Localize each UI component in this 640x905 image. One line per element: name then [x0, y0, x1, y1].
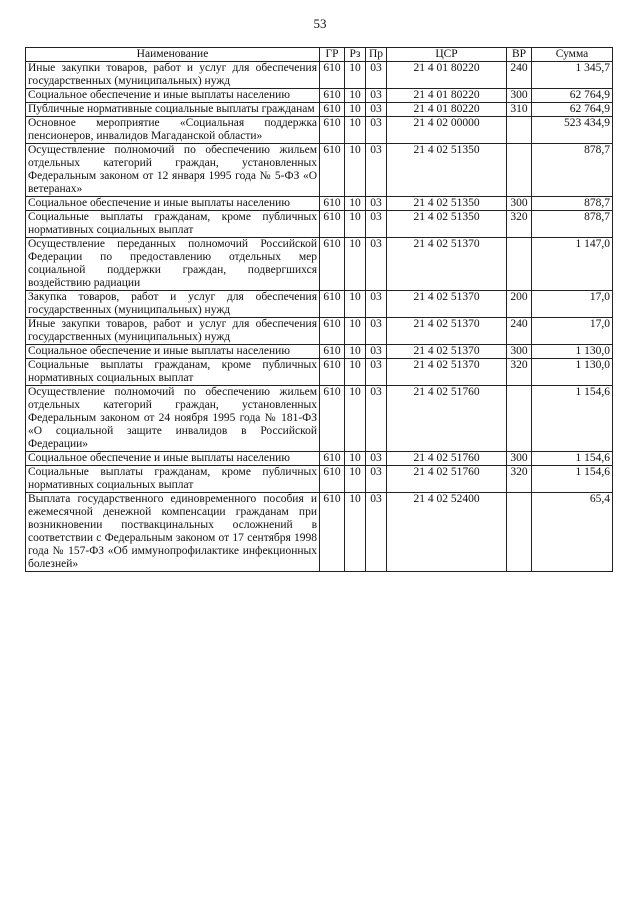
row-rz: 10 — [345, 359, 366, 386]
row-pr: 03 — [366, 211, 387, 238]
row-gr: 610 — [320, 466, 345, 493]
row-vr — [507, 493, 532, 572]
row-gr: 610 — [320, 211, 345, 238]
row-vr: 320 — [507, 211, 532, 238]
row-csr: 21 4 02 52400 — [387, 493, 507, 572]
row-sum: 1 154,6 — [532, 452, 613, 466]
table-row — [26, 291, 613, 318]
row-name: Социальное обеспечение и иные выплаты населению — [26, 89, 320, 103]
row-sum: 878,7 — [532, 211, 613, 238]
row-csr: 21 4 02 51350 — [387, 211, 507, 238]
row-sum: 878,7 — [532, 197, 613, 211]
row-pr: 03 — [366, 345, 387, 359]
row-csr: 21 4 01 80220 — [387, 62, 507, 89]
row-sum: 523 434,9 — [532, 117, 613, 144]
row-sum: 17,0 — [532, 318, 613, 345]
table-row — [26, 493, 613, 572]
row-sum: 62 764,9 — [532, 89, 613, 103]
row-pr: 03 — [366, 291, 387, 318]
row-rz: 10 — [345, 238, 366, 291]
row-rz: 10 — [345, 493, 366, 572]
row-vr: 300 — [507, 345, 532, 359]
row-vr: 200 — [507, 291, 532, 318]
row-name: Социальные выплаты гражданам, кроме публичных нормативных социальных выплат — [26, 466, 320, 493]
table-row — [26, 318, 613, 345]
row-name: Основное мероприятие «Социальная поддержка пенсионеров, инвалидов Магаданской области» — [26, 117, 320, 144]
row-csr: 21 4 01 80220 — [387, 89, 507, 103]
header-csr: ЦСР — [387, 48, 507, 62]
row-name: Выплата государственного единовременного пособия и ежемесячной денежной компенсации гражданам при возникновении поствакцинальных осложнений в соответствии с Федеральным законом от 17 сентября 1998 года № 157-ФЗ «Об иммунопрофилактике инфекционных болезней» — [26, 493, 320, 572]
row-vr — [507, 238, 532, 291]
header-gr: ГР — [320, 48, 345, 62]
row-gr: 610 — [320, 291, 345, 318]
row-rz: 10 — [345, 318, 366, 345]
row-pr: 03 — [366, 318, 387, 345]
row-csr: 21 4 02 00000 — [387, 117, 507, 144]
row-sum: 17,0 — [532, 291, 613, 318]
budget-table — [25, 47, 613, 572]
row-name: Осуществление полномочий по обеспечению жильем отдельных категорий граждан, установленных Федеральным законом от 12 января 1995 года № 5-ФЗ «О ветеранах» — [26, 144, 320, 197]
row-name: Осуществление переданных полномочий Российской Федерации по предоставлению отдельных мер социальной поддержки граждан, подвергшихся воздействию радиации — [26, 238, 320, 291]
row-vr: 310 — [507, 103, 532, 117]
row-csr: 21 4 02 51760 — [387, 386, 507, 452]
table-row — [26, 89, 613, 103]
row-vr: 320 — [507, 466, 532, 493]
row-csr: 21 4 02 51760 — [387, 452, 507, 466]
row-pr: 03 — [366, 386, 387, 452]
row-gr: 610 — [320, 238, 345, 291]
row-vr — [507, 144, 532, 197]
row-pr: 03 — [366, 103, 387, 117]
row-pr: 03 — [366, 197, 387, 211]
table-row — [26, 386, 613, 452]
row-name: Закупка товаров, работ и услуг для обеспечения государственных (муниципальных) нужд — [26, 291, 320, 318]
row-sum: 878,7 — [532, 144, 613, 197]
row-csr: 21 4 01 80220 — [387, 103, 507, 117]
row-rz: 10 — [345, 103, 366, 117]
row-gr: 610 — [320, 359, 345, 386]
row-csr: 21 4 02 51370 — [387, 359, 507, 386]
row-rz: 10 — [345, 466, 366, 493]
row-pr: 03 — [366, 452, 387, 466]
row-gr: 610 — [320, 89, 345, 103]
row-rz: 10 — [345, 197, 366, 211]
row-sum: 1 130,0 — [532, 345, 613, 359]
header-row — [26, 48, 613, 62]
row-gr: 610 — [320, 386, 345, 452]
row-rz: 10 — [345, 291, 366, 318]
page-number: 53 — [313, 16, 327, 31]
row-rz: 10 — [345, 386, 366, 452]
row-csr: 21 4 02 51350 — [387, 197, 507, 211]
header-vr: ВР — [507, 48, 532, 62]
row-name: Социальное обеспечение и иные выплаты населению — [26, 452, 320, 466]
row-vr — [507, 117, 532, 144]
table-row — [26, 466, 613, 493]
row-pr: 03 — [366, 466, 387, 493]
row-sum: 1 154,6 — [532, 386, 613, 452]
row-pr: 03 — [366, 238, 387, 291]
row-rz: 10 — [345, 62, 366, 89]
table-row — [26, 144, 613, 197]
row-csr: 21 4 02 51370 — [387, 318, 507, 345]
row-gr: 610 — [320, 62, 345, 89]
row-name: Социальные выплаты гражданам, кроме публичных нормативных социальных выплат — [26, 359, 320, 386]
row-pr: 03 — [366, 89, 387, 103]
row-name: Социальное обеспечение и иные выплаты населению — [26, 345, 320, 359]
table-row — [26, 197, 613, 211]
row-name: Социальное обеспечение и иные выплаты населению — [26, 197, 320, 211]
row-vr: 300 — [507, 197, 532, 211]
header-sum: Сумма — [532, 48, 613, 62]
table-row — [26, 103, 613, 117]
row-gr: 610 — [320, 103, 345, 117]
row-gr: 610 — [320, 493, 345, 572]
row-rz: 10 — [345, 144, 366, 197]
row-pr: 03 — [366, 493, 387, 572]
row-sum: 62 764,9 — [532, 103, 613, 117]
row-name: Социальные выплаты гражданам, кроме публичных нормативных социальных выплат — [26, 211, 320, 238]
row-pr: 03 — [366, 144, 387, 197]
row-rz: 10 — [345, 117, 366, 144]
row-pr: 03 — [366, 117, 387, 144]
row-pr: 03 — [366, 359, 387, 386]
row-name: Осуществление полномочий по обеспечению жильем отдельных категорий граждан, установленных Федеральным законом от 24 ноября 1995 года № 181-ФЗ «О социальной защите инвалидов в Российской Федерации» — [26, 386, 320, 452]
row-sum: 1 154,6 — [532, 466, 613, 493]
row-name: Иные закупки товаров, работ и услуг для обеспечения государственных (муниципальных) нужд — [26, 318, 320, 345]
row-gr: 610 — [320, 452, 345, 466]
row-gr: 610 — [320, 197, 345, 211]
row-csr: 21 4 02 51370 — [387, 291, 507, 318]
table-row — [26, 211, 613, 238]
header-pr: Пр — [366, 48, 387, 62]
row-rz: 10 — [345, 89, 366, 103]
row-gr: 610 — [320, 318, 345, 345]
table-row — [26, 117, 613, 144]
row-vr: 320 — [507, 359, 532, 386]
table-body — [26, 62, 613, 572]
row-csr: 21 4 02 51350 — [387, 144, 507, 197]
row-gr: 610 — [320, 144, 345, 197]
row-sum: 1 345,7 — [532, 62, 613, 89]
table-row — [26, 359, 613, 386]
header-rz: Рз — [345, 48, 366, 62]
row-rz: 10 — [345, 211, 366, 238]
row-csr: 21 4 02 51370 — [387, 238, 507, 291]
row-name: Публичные нормативные социальные выплаты гражданам — [26, 103, 320, 117]
row-sum: 65,4 — [532, 493, 613, 572]
row-vr — [507, 386, 532, 452]
row-rz: 10 — [345, 452, 366, 466]
table-row — [26, 238, 613, 291]
row-vr: 300 — [507, 89, 532, 103]
row-sum: 1 147,0 — [532, 238, 613, 291]
row-sum: 1 130,0 — [532, 359, 613, 386]
row-vr: 300 — [507, 452, 532, 466]
row-csr: 21 4 02 51370 — [387, 345, 507, 359]
row-vr: 240 — [507, 318, 532, 345]
row-gr: 610 — [320, 117, 345, 144]
table-row — [26, 345, 613, 359]
header-name: Наименование — [26, 48, 320, 62]
row-name: Иные закупки товаров, работ и услуг для обеспечения государственных (муниципальных) нужд — [26, 62, 320, 89]
table-row — [26, 452, 613, 466]
row-gr: 610 — [320, 345, 345, 359]
row-vr: 240 — [507, 62, 532, 89]
row-pr: 03 — [366, 62, 387, 89]
table-row — [26, 62, 613, 89]
row-rz: 10 — [345, 345, 366, 359]
row-csr: 21 4 02 51760 — [387, 466, 507, 493]
table-header — [26, 48, 613, 62]
